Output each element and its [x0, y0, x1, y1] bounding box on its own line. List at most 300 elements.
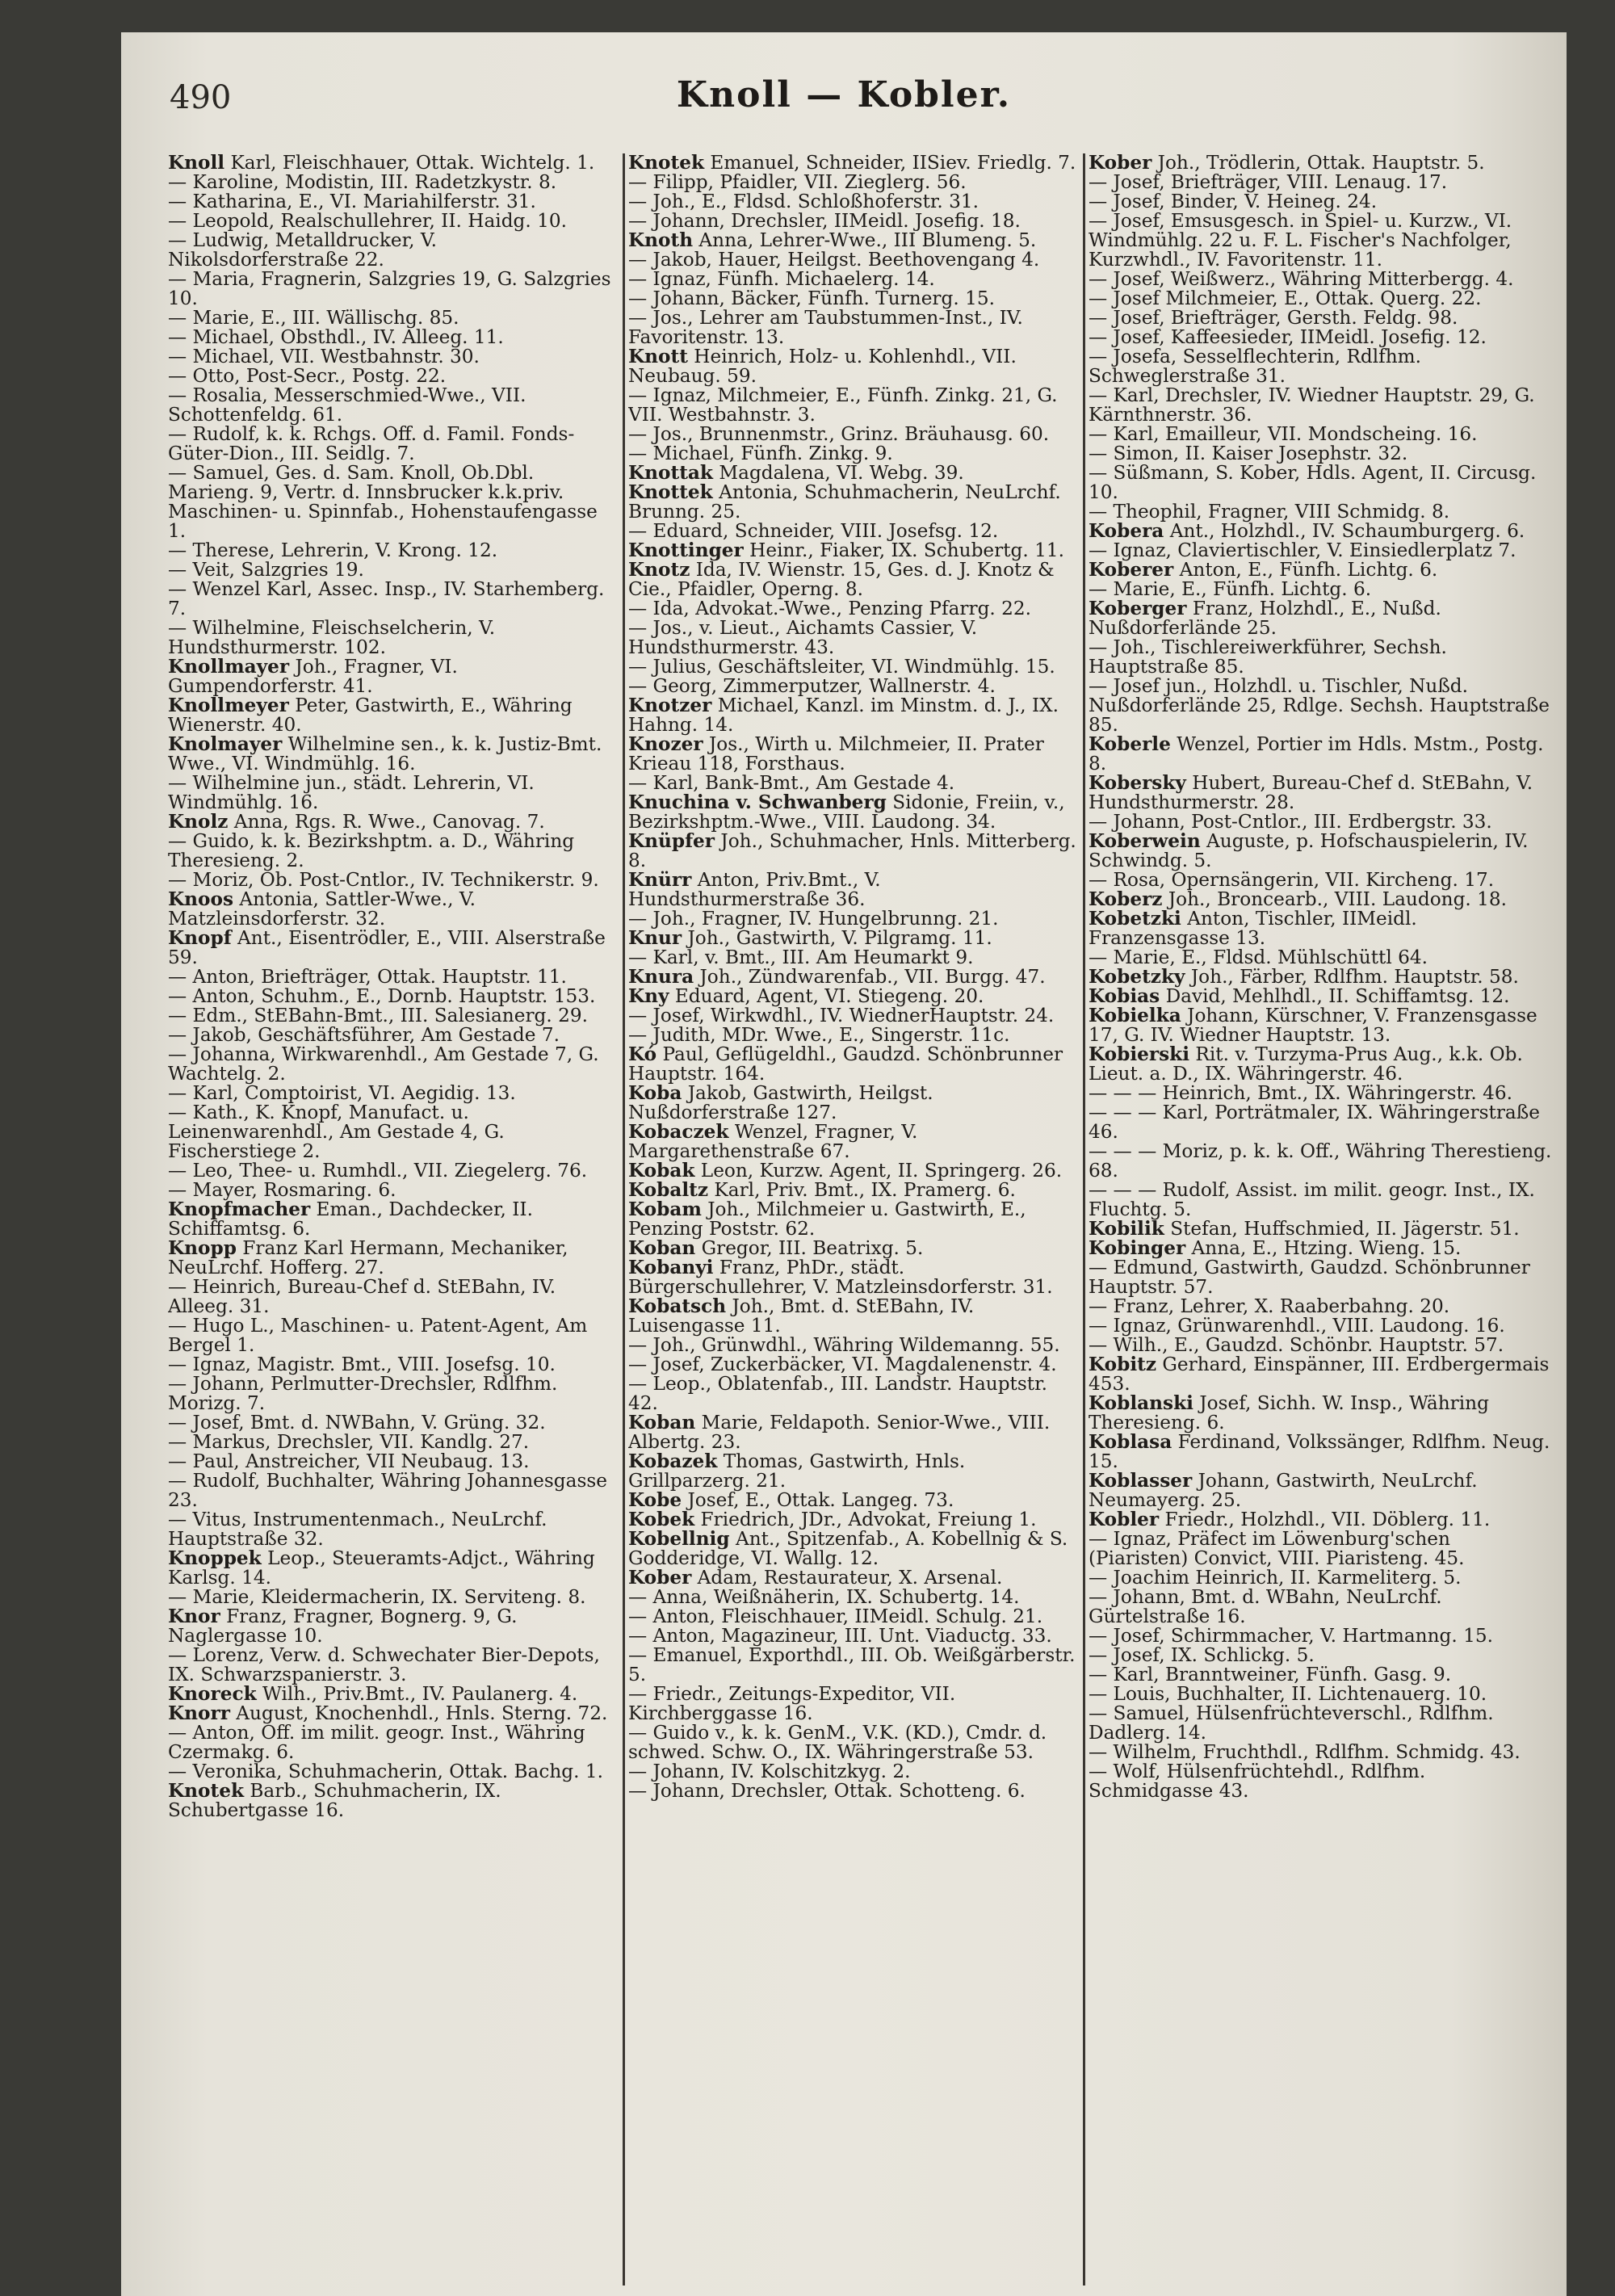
directory-entry	[168, 832, 620, 871]
directory-entry	[628, 1181, 1080, 1200]
entry-details: Franz, Holzhdl., E., Nußd. Nußdorferlände 25.	[1089, 598, 1441, 639]
directory-entry	[628, 832, 1080, 871]
entry-details: Franz Karl Hermann, Mechaniker, NeuLrchf. Hofferg. 27.	[168, 1237, 568, 1278]
entry-details: Antonia, Sattler-Wwe., V. Matzleinsdorferstr. 32.	[168, 888, 476, 930]
entry-details: Joh., Bmt. d. StEBahn, IV. Luisengasse 11.	[628, 1295, 975, 1337]
directory-entry	[628, 153, 1080, 173]
directory-entry	[628, 1568, 1080, 1588]
directory-entry	[1089, 987, 1553, 1006]
directory-entry	[168, 153, 620, 173]
directory-entry	[1089, 1588, 1553, 1627]
entry-surname: Knozer	[628, 733, 703, 755]
entry-details: — Georg, Zimmerputzer, Wallnerstr. 4.	[628, 675, 996, 697]
entry-details: Leop., Steueramts-Adjct., Währing Karlsg. 14.	[168, 1547, 595, 1589]
directory-entry	[168, 1762, 620, 1782]
directory-entry	[168, 192, 620, 212]
directory-entry	[168, 1161, 620, 1181]
entry-surname: Knor	[168, 1606, 220, 1627]
directory-entry	[628, 541, 1080, 560]
entry-details: — Judith, MDr. Wwe., E., Singerstr. 11c.	[628, 1024, 1010, 1046]
entry-details: — Michael, Obsthdl., IV. Alleeg. 11.	[168, 326, 504, 348]
directory-entry	[628, 1627, 1080, 1646]
entry-surname: Kober	[1089, 153, 1152, 174]
entry-details: Joh., Gastwirth, V. Pilgramg. 11.	[687, 927, 992, 949]
directory-entry	[1089, 580, 1553, 599]
directory-entry	[168, 1045, 620, 1084]
directory-entry	[168, 1084, 620, 1103]
entry-details: — Jakob, Geschäftsführer, Am Gestade 7.	[168, 1024, 560, 1046]
directory-entry	[1089, 1471, 1553, 1510]
directory-entry	[628, 929, 1080, 948]
entry-surname: Kobam	[628, 1198, 702, 1220]
entry-surname: Kobe	[628, 1489, 682, 1511]
directory-entry	[628, 1413, 1080, 1452]
entry-details: — Anna, Weißnäherin, IX. Schubertg. 14.	[628, 1586, 1020, 1608]
directory-entry	[628, 1336, 1080, 1355]
entry-surname: Knottinger	[628, 539, 744, 561]
directory-entry	[628, 483, 1080, 522]
directory-entry	[1089, 1297, 1553, 1316]
directory-entry	[1089, 968, 1553, 987]
entry-details: — Josef, Briefträger, Gersth. Feldg. 98.	[1089, 307, 1458, 329]
entry-details: Wilh., Priv.Bmt., IV. Paulanerg. 4.	[262, 1683, 578, 1705]
entry-details: — Ida, Advokat.-Wwe., Penzing Pfarrg. 22.	[628, 598, 1032, 619]
entry-surname: Koberer	[1089, 559, 1174, 581]
entry-surname: Knottak	[628, 462, 713, 484]
entry-surname: Koberz	[1089, 888, 1163, 910]
directory-entry	[1089, 1006, 1553, 1045]
directory-entry	[1089, 192, 1553, 212]
directory-entry	[628, 464, 1080, 483]
directory-entry	[628, 1161, 1080, 1181]
directory-entry	[168, 1433, 620, 1452]
entry-details: Johann, Kürschner, V. Franzensgasse 17, G. IV. Wiedner Hauptstr. 13.	[1089, 1005, 1537, 1046]
directory-entry	[1089, 1510, 1553, 1530]
entry-details: — Edmund, Gastwirth, Gaudzd. Schönbrunner Hauptstr. 57.	[1089, 1257, 1530, 1298]
entry-details: — Filipp, Pfaidler, VII. Zieglerg. 56.	[628, 171, 967, 193]
directory-entry	[168, 1026, 620, 1045]
entry-surname: Kobera	[1089, 520, 1164, 542]
entry-details: — Josef, IX. Schlickg. 5.	[1089, 1644, 1315, 1666]
entry-details: — Joh., Grünwdhl., Währing Wildemanng. 55.	[628, 1334, 1060, 1356]
entry-details: Anton, Priv.Bmt., V. Hundsthurmerstraße 36.	[628, 869, 881, 910]
directory-entry	[1089, 153, 1553, 173]
directory-entry	[168, 619, 620, 657]
directory-entry	[628, 1258, 1080, 1297]
entry-surname: Knoll	[168, 153, 225, 174]
entry-details: Ferdinand, Volkssänger, Rdlfhm. Neug. 15.	[1089, 1431, 1550, 1472]
directory-entry	[168, 464, 620, 541]
directory-entry	[628, 987, 1080, 1006]
directory-entry	[168, 735, 620, 774]
directory-entry	[168, 812, 620, 832]
entry-details: Anton, Tischler, IIMeidl. Franzensgasse 13.	[1089, 908, 1417, 949]
entry-details: Ida, IV. Wienstr. 15, Ges. d. J. Knotz & Cie., Pfaidler, Operng. 8.	[628, 559, 1055, 600]
directory-entry	[1089, 1685, 1553, 1704]
directory-entry	[628, 231, 1080, 250]
directory-entry	[628, 1200, 1080, 1239]
entry-details: — Ignaz, Grünwarenhdl., VIII. Laudong. 16.	[1089, 1315, 1505, 1337]
directory-entry	[1089, 909, 1553, 948]
directory-entry	[1089, 1355, 1553, 1394]
directory-entry	[1089, 735, 1553, 774]
directory-entry	[628, 1375, 1080, 1413]
entry-details: Anna, Rgs. R. Wwe., Canovag. 7.	[233, 811, 545, 833]
directory-entry	[1089, 1142, 1553, 1181]
entry-details: — Michael, Fünfh. Zinkg. 9.	[628, 443, 893, 464]
entry-details: Joh., Fragner, VI. Gumpendorferstr. 41.	[168, 656, 458, 697]
entry-surname: Knoth	[628, 229, 694, 251]
entry-details: Wenzel, Fragner, V. Margarethenstraße 67.	[628, 1121, 918, 1162]
directory-entry	[168, 929, 620, 968]
entry-surname: Knuchina v. Schwanberg	[628, 791, 887, 813]
entry-details: — Johann, Perlmutter-Drechsler, Rdlfhm. Morizg. 7.	[168, 1373, 558, 1414]
entry-details: — Ignaz, Fünfh. Michaelerg. 14.	[628, 268, 935, 290]
entry-details: — Josef, Briefträger, VIII. Lenaug. 17.	[1089, 171, 1448, 193]
directory-entry	[1089, 1258, 1553, 1297]
entry-details: — Josef, Schirmmacher, V. Hartmanng. 15.	[1089, 1625, 1493, 1647]
entry-surname: Kobellnig	[628, 1528, 730, 1550]
entry-surname: Kobierski	[1089, 1043, 1190, 1065]
entry-surname: Kobielka	[1089, 1005, 1181, 1026]
entry-details: — Jakob, Hauer, Heilgst. Beethovengang 4.	[628, 249, 1040, 271]
entry-surname: Knott	[628, 346, 688, 367]
entry-details: — Heinrich, Bureau-Chef d. StEBahn, IV. Alleeg. 31.	[168, 1276, 556, 1317]
entry-details: Josef, Sichh. W. Insp., Währing Theresieng. 6.	[1089, 1392, 1489, 1433]
entry-surname: Knur	[628, 927, 682, 949]
directory-entry	[1089, 173, 1553, 192]
entry-details: — Friedr., Zeitungs-Expeditor, VII. Kirchberggasse 16.	[628, 1683, 956, 1724]
entry-surname: Kny	[628, 985, 669, 1007]
entry-details: Eman., Dachdecker, II. Schiffamtsg. 6.	[168, 1198, 533, 1240]
columns	[168, 153, 1557, 2286]
directory-entry	[1089, 1646, 1553, 1665]
entry-details: — Josef, Kaffeesieder, IIMeidl. Josefig. 12.	[1089, 326, 1487, 348]
entry-details: Antonia, Schuhmacherin, NeuLrchf. Brunng. 25.	[628, 481, 1061, 523]
entry-details: — Otto, Post-Secr., Postg. 22.	[168, 365, 447, 387]
directory-entry	[628, 1510, 1080, 1530]
directory-entry	[628, 968, 1080, 987]
entry-details: Heinrich, Holz- u. Kohlenhdl., VII. Neubaug. 59.	[628, 346, 1017, 387]
directory-entry	[1089, 1704, 1553, 1743]
entry-details: — Rosalia, Messerschmied-Wwe., VII. Schottenfeldg. 61.	[168, 384, 526, 426]
directory-entry	[168, 231, 620, 270]
entry-details: David, Mehlhdl., II. Schiffamtsg. 12.	[1165, 985, 1510, 1007]
entry-details: — Anton, Off. im milit. geogr. Inst., Währing Czermakg. 6.	[168, 1722, 585, 1763]
entry-details: — Johanna, Wirkwarenhdl., Am Gestade 7, G. Wachtelg. 2.	[168, 1043, 599, 1085]
directory-entry	[168, 987, 620, 1006]
entry-surname: Koberwein	[1089, 830, 1201, 852]
entry-details: — Johann, IV. Kolschitzkyg. 2.	[628, 1761, 911, 1782]
directory-entry	[628, 250, 1080, 270]
entry-details: — Joh., Tischlereiwerkführer, Sechsh. Hauptstraße 85.	[1089, 636, 1447, 678]
directory-entry	[628, 1297, 1080, 1336]
entry-surname: Knotzer	[628, 695, 712, 716]
directory-entry	[628, 212, 1080, 231]
directory-entry	[628, 386, 1080, 425]
entry-surname: Knoppek	[168, 1547, 262, 1569]
entry-details: — Süßmann, S. Kober, Hdls. Agent, II. Circusg. 10.	[1089, 462, 1537, 503]
directory-page	[121, 32, 1567, 2296]
directory-entry	[168, 1723, 620, 1762]
entry-details: Gregor, III. Beatrixg. 5.	[701, 1237, 924, 1259]
entry-details: — — — Rudolf, Assist. im milit. geogr. Inst., IX. Fluchtg. 5.	[1089, 1179, 1535, 1220]
directory-entry	[168, 1239, 620, 1278]
entry-details: — Guido, k. k. Bezirkshptm. a. D., Währing Theresieng. 2.	[168, 830, 575, 871]
entry-details: — Anton, Briefträger, Ottak. Hauptstr. 11.	[168, 966, 567, 988]
directory-entry	[1089, 212, 1553, 270]
entry-details: Karl, Fleischhauer, Ottak. Wichtelg. 1.	[230, 153, 595, 174]
entry-details: Thomas, Gastwirth, Hnls. Grillparzerg. 21.	[628, 1450, 966, 1492]
entry-details: Joh., Broncearb., VIII. Laudong. 18.	[1168, 888, 1508, 910]
directory-entry	[168, 386, 620, 425]
directory-entry	[628, 1782, 1080, 1801]
directory-entry	[628, 677, 1080, 696]
entry-details: Heinr., Fiaker, IX. Schubertg. 11.	[749, 539, 1065, 561]
directory-entry	[628, 1452, 1080, 1491]
directory-entry	[168, 871, 620, 890]
entry-details: — Marie, E., Fldsd. Mühlschüttl 64.	[1089, 947, 1428, 968]
directory-entry	[628, 1762, 1080, 1782]
entry-details: — Wilh., E., Gaudzd. Schönbr. Hauptstr. 57.	[1089, 1334, 1504, 1356]
directory-entry	[628, 1685, 1080, 1723]
directory-entry	[1089, 1743, 1553, 1762]
entry-details: — Ignaz, Milchmeier, E., Fünfh. Zinkg. 21, G. VII. Westbahnstr. 3.	[628, 384, 1058, 426]
directory-entry	[168, 1549, 620, 1588]
entry-details: — Rudolf, Buchhalter, Währing Johannesgasse 23.	[168, 1470, 607, 1511]
directory-entry	[168, 968, 620, 987]
directory-entry	[1089, 1627, 1553, 1646]
directory-entry	[168, 328, 620, 347]
directory-entry	[168, 1704, 620, 1723]
directory-entry	[628, 270, 1080, 289]
entry-details: Paul, Geflügeldhl., Gaudzd. Schönbrunner Hauptstr. 164.	[628, 1043, 1063, 1085]
entry-surname: Knoreck	[168, 1683, 257, 1705]
entry-details: — Jos., Brunnenmstr., Grinz. Bräuhausg. 60.	[628, 423, 1050, 445]
entry-details: — Simon, II. Kaiser Josephstr. 32.	[1089, 443, 1408, 464]
directory-entry	[168, 1510, 620, 1549]
entry-surname: Kobias	[1089, 985, 1160, 1007]
directory-entry	[628, 871, 1080, 909]
directory-entry	[1089, 289, 1553, 309]
directory-entry	[1089, 890, 1553, 909]
entry-surname: Kobitz	[1089, 1354, 1157, 1375]
entry-details: Joh., Schuhmacher, Hnls. Mitterberg. 8.	[628, 830, 1076, 871]
entry-details: Emanuel, Schneider, IISiev. Friedlg. 7.	[710, 153, 1076, 174]
page-number: 490	[170, 79, 232, 116]
entry-details: Ant., Spitzenfab., A. Kobellnig & S. Godderidge, VI. Wallg. 12.	[628, 1528, 1068, 1569]
directory-entry	[168, 1375, 620, 1413]
entry-details: — Kath., K. Knopf, Manufact. u. Leinenwarenhdl., Am Gestade 4, G. Fischerstiege 2.	[168, 1102, 505, 1162]
entry-details: — Markus, Drechsler, VII. Kandlg. 27.	[168, 1431, 530, 1453]
entry-details: — Lorenz, Verw. d. Schwechater Bier-Depots, IX. Schwarzspanierstr. 3.	[168, 1644, 600, 1685]
entry-details: Adam, Restaurateur, X. Arsenal.	[697, 1567, 1003, 1589]
directory-entry	[168, 1413, 620, 1433]
entry-details: — Josef, Emsusgesch. in Spiel- u. Kurzw., VI. Windmühlg. 22 u. F. L. Fischer's Nachfolger, Kurzwhdl., IV. Favoritenstr. 11.	[1089, 210, 1512, 271]
entry-surname: Knopp	[168, 1237, 237, 1259]
directory-entry	[1089, 1084, 1553, 1103]
directory-entry	[1089, 347, 1553, 386]
directory-entry	[168, 560, 620, 580]
directory-entry	[628, 657, 1080, 677]
entry-details: — Maria, Fragnerin, Salzgries 19, G. Salzgries 10.	[168, 268, 611, 309]
entry-surname: Knotz	[628, 559, 690, 581]
entry-details: — Marie, E., Fünfh. Lichtg. 6.	[1089, 578, 1372, 600]
directory-entry	[168, 1006, 620, 1026]
entry-details: — Vitus, Instrumentenmach., NeuLrchf. Hauptstraße 32.	[168, 1509, 547, 1550]
entry-details: Franz, Fragner, Bognerg. 9, G. Naglergasse 10.	[168, 1606, 518, 1647]
directory-entry	[168, 1355, 620, 1375]
entry-surname: Koberger	[1089, 598, 1187, 619]
directory-entry	[1089, 1762, 1553, 1801]
entry-details: — Marie, E., III. Wällischg. 85.	[168, 307, 459, 329]
entry-details: Gerhard, Einspänner, III. Erdbergermais 453.	[1089, 1354, 1550, 1395]
entry-surname: Knoos	[168, 888, 233, 910]
entry-surname: Knollmayer	[168, 656, 290, 678]
column-divider	[623, 153, 625, 2286]
entry-details: — Samuel, Ges. d. Sam. Knoll, Ob.Dbl. Marieng. 9, Vertr. d. Innsbrucker k.k.priv. Maschinen- u. Spinnfab., Hohenstaufengasse 1.	[168, 462, 598, 542]
directory-entry	[1089, 1239, 1553, 1258]
entry-surname: Koblasser	[1089, 1470, 1193, 1492]
entry-details: — Wilhelmine jun., städt. Lehrerin, VI. Windmühlg. 16.	[168, 772, 535, 813]
directory-entry	[168, 657, 620, 696]
entry-surname: Knolmayer	[168, 733, 283, 755]
directory-entry	[628, 1530, 1080, 1568]
entry-details: — Marie, Kleidermacherin, IX. Serviteng. 8.	[168, 1586, 586, 1608]
entry-details: Marie, Feldapoth. Senior-Wwe., VIII. Albertg. 23.	[628, 1412, 1051, 1453]
directory-entry	[628, 1355, 1080, 1375]
directory-entry	[1089, 948, 1553, 968]
entry-details: Anton, E., Fünfh. Lichtg. 6.	[1179, 559, 1438, 581]
directory-entry	[1089, 328, 1553, 347]
entry-surname: Knura	[628, 966, 694, 988]
entry-details: — Josef, Wirkwdhl., IV. WiednerHauptstr. 24.	[628, 1005, 1055, 1026]
entry-details: Rit. v. Turzyma-Prus Aug., k.k. Ob. Lieut. a. D., IX. Währingerstr. 46.	[1089, 1043, 1523, 1085]
entry-details: — Johann, Drechsler, Ottak. Schotteng. 6.	[628, 1780, 1026, 1802]
entry-details: — Hugo L., Maschinen- u. Patent-Agent, Am Bergel 1.	[168, 1315, 588, 1356]
entry-surname: Koban	[628, 1237, 696, 1259]
entry-details: Ant., Holzhdl., IV. Schaumburgerg. 6.	[1169, 520, 1525, 542]
directory-entry	[628, 948, 1080, 968]
entry-details: Stefan, Huffschmied, II. Jägerstr. 51.	[1170, 1218, 1520, 1240]
entry-details: — Leop., Oblatenfab., III. Landstr. Hauptstr. 42.	[628, 1373, 1047, 1414]
directory-entry	[1089, 599, 1553, 638]
directory-entry	[168, 1607, 620, 1646]
entry-details: Magdalena, VI. Webg. 39.	[719, 462, 964, 484]
entry-details: Auguste, p. Hofschauspielerin, IV. Schwindg. 5.	[1089, 830, 1529, 871]
entry-details: — Josef, Weißwerz., Währing Mitterbergg. 4.	[1089, 268, 1514, 290]
entry-details: — Leo, Thee- u. Rumhdl., VII. Ziegelerg. 76.	[168, 1160, 588, 1182]
directory-entry	[628, 599, 1080, 619]
directory-entry	[1089, 386, 1553, 425]
entry-details: Wilhelmine sen., k. k. Justiz-Bmt. Wwe., VI. Windmühlg. 16.	[168, 733, 602, 774]
entry-details: — Karl, Drechsler, IV. Wiedner Hauptstr. 29, G. Kärnthnerstr. 36.	[1089, 384, 1535, 426]
entry-details: — Johann, Drechsler, IIMeidl. Josefig. 18.	[628, 210, 1021, 232]
entry-surname: Knolz	[168, 811, 229, 833]
directory-entry	[1089, 444, 1553, 464]
entry-details: — Therese, Lehrerin, V. Krong. 12.	[168, 539, 498, 561]
entry-surname: Kobler	[1089, 1509, 1160, 1530]
entry-details: — Paul, Anstreicher, VII Neubaug. 13.	[168, 1450, 530, 1472]
directory-entry	[1089, 871, 1553, 890]
entry-details: — Franz, Lehrer, X. Raaberbahng. 20.	[1089, 1295, 1450, 1317]
directory-entry	[168, 367, 620, 386]
entry-surname: Kobersky	[1089, 772, 1186, 794]
entry-details: Barb., Schuhmacherin, IX. Schubertgasse 16.	[168, 1780, 501, 1821]
directory-entry	[628, 735, 1080, 774]
entry-details: — Theophil, Fragner, VIII Schmidg. 8.	[1089, 501, 1450, 523]
directory-entry	[628, 1239, 1080, 1258]
entry-details: — Joachim Heinrich, II. Karmeliterg. 5.	[1089, 1567, 1462, 1589]
entry-details: — Anton, Schuhm., E., Dornb. Hauptstr. 153.	[168, 985, 596, 1007]
entry-details: Jos., Wirth u. Milchmeier, II. Prater Krieau 118, Forsthaus.	[628, 733, 1044, 774]
directory-entry	[628, 560, 1080, 599]
directory-entry	[628, 173, 1080, 192]
entry-details: — Johann, Bäcker, Fünfh. Turnerg. 15.	[628, 288, 995, 309]
entry-details: — Johann, Bmt. d. WBahn, NeuLrchf. Gürtelstraße 16.	[1089, 1586, 1442, 1627]
directory-entry	[168, 1316, 620, 1355]
entry-surname: Kobilik	[1089, 1218, 1164, 1240]
directory-entry	[1089, 1103, 1553, 1142]
directory-entry	[628, 1123, 1080, 1161]
entry-details: — Guido v., k. k. GenM., V.K. (KD.), Cmdr. d. schwed. Schw. O., IX. Währingerstraße 53.	[628, 1722, 1047, 1763]
directory-entry	[628, 1588, 1080, 1607]
entry-details: — Edm., StEBahn-Bmt., III. Salesianerg. 29.	[168, 1005, 588, 1026]
directory-entry	[168, 270, 620, 309]
entry-details: — Eduard, Schneider, VIII. Josefsg. 12.	[628, 520, 999, 542]
entry-surname: Kobanyi	[628, 1257, 714, 1278]
entry-details: Peter, Gastwirth, E., Währing Wienerstr. 40.	[168, 695, 573, 736]
entry-surname: Knottek	[628, 481, 713, 503]
entry-surname: Kobaltz	[628, 1179, 709, 1201]
entry-details: — Jos., v. Lieut., Aichamts Cassier, V. Hundsthurmerstr. 43.	[628, 617, 978, 658]
directory-entry	[628, 774, 1080, 793]
entry-details: — Anton, Magazineur, III. Unt. Viaductg. 33.	[628, 1625, 1052, 1647]
entry-details: Joh., Färber, Rdlfhm. Hauptstr. 58.	[1190, 966, 1519, 988]
directory-entry	[628, 347, 1080, 386]
entry-surname: Kó	[628, 1043, 657, 1065]
directory-entry	[628, 1084, 1080, 1123]
directory-entry	[1089, 502, 1553, 522]
entry-details: Friedrich, JDr., Advokat, Freiung 1.	[700, 1509, 1037, 1530]
entry-surname: Kobatsch	[628, 1295, 727, 1317]
entry-details: Hubert, Bureau-Chef d. StEBahn, V. Hundsthurmerstr. 28.	[1089, 772, 1533, 813]
entry-details: — Rosa, Opernsängerin, VII. Kircheng. 17.	[1089, 869, 1495, 891]
entry-details: — Ignaz, Claviertischler, V. Einsiedlerplatz 7.	[1089, 539, 1516, 561]
directory-entry	[1089, 522, 1553, 541]
entry-details: — Ignaz, Präfect im Löwenburg'schen (Piaristen) Convict, VIII. Piaristeng. 45.	[1089, 1528, 1465, 1569]
directory-entry	[1089, 425, 1553, 444]
directory-entry	[628, 192, 1080, 212]
directory-entry	[628, 425, 1080, 444]
entry-surname: Knopf	[168, 927, 232, 949]
directory-entry	[1089, 270, 1553, 289]
entry-details: Sidonie, Freiin, v., Bezirkshptm.-Wwe., VIII. Laudong. 34.	[628, 791, 1065, 833]
entry-surname: Koberle	[1089, 733, 1171, 755]
directory-entry	[168, 890, 620, 929]
directory-entry	[168, 425, 620, 464]
entry-details: — Karl, Branntweiner, Fünfh. Gasg. 9.	[1089, 1664, 1452, 1685]
entry-details: — Julius, Geschäftsleiter, VI. Windmühlg. 15.	[628, 656, 1055, 678]
entry-details: Karl, Priv. Bmt., IX. Pramerg. 6.	[714, 1179, 1016, 1201]
directory-entry	[628, 1646, 1080, 1685]
entry-surname: Koban	[628, 1412, 696, 1433]
directory-entry	[1089, 1181, 1553, 1219]
entry-details: — Moriz, Ob. Post-Cntlor., IV. Technikerstr. 9.	[168, 869, 599, 891]
entry-surname: Kobazek	[628, 1450, 718, 1472]
entry-details: Joh., Trödlerin, Ottak. Hauptstr. 5.	[1157, 153, 1485, 174]
entry-surname: Knürr	[628, 869, 692, 891]
